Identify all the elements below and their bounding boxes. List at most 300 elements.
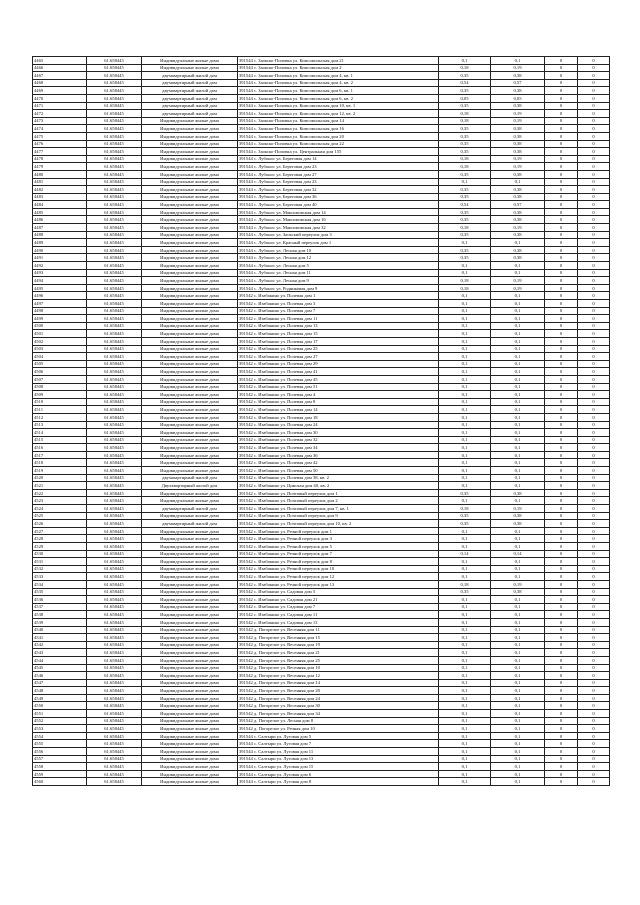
value-c-cell: 0	[545, 178, 578, 186]
building-type-cell: Индивидуальные жилые дома	[142, 634, 238, 642]
value-a-cell: 0,35	[439, 231, 491, 239]
table-row	[33, 535, 610, 543]
building-type-cell: Индивидуальные жилые дома	[142, 535, 238, 543]
value-c-cell: 0	[545, 444, 578, 452]
value-a-cell: 0,1	[439, 748, 491, 756]
value-a-cell: 0,1	[439, 406, 491, 414]
value-a-cell: 0,1	[439, 482, 491, 490]
value-d-cell: 0	[578, 239, 610, 247]
row-number-cell: 4558	[33, 763, 87, 771]
value-c-cell: 0	[545, 269, 578, 277]
value-a-cell: 0,1	[439, 573, 491, 581]
value-c-cell: 0	[545, 284, 578, 292]
value-a-cell: 0,35	[439, 520, 491, 528]
row-number-cell: 4520	[33, 474, 87, 482]
code-cell: 61.658445	[87, 603, 142, 611]
value-a-cell: 0,1	[439, 725, 491, 733]
value-b-cell: 0,1	[491, 717, 545, 725]
value-c-cell: 0	[545, 224, 578, 232]
table-row	[33, 208, 610, 216]
code-cell: 61.658445	[87, 239, 142, 247]
value-b-cell: 0,38	[491, 254, 545, 262]
address-cell: 391542 с. Изабакино ул. Садовая дом 13	[238, 618, 439, 626]
value-b-cell: 0,57	[491, 79, 545, 87]
table-row	[33, 277, 610, 285]
table-row	[33, 558, 610, 566]
row-number-cell: 4510	[33, 398, 87, 406]
value-b-cell: 0,19	[491, 580, 545, 588]
value-c-cell: 0	[545, 558, 578, 566]
address-cell: 391542 с. Изабакино ул. Полевая дом 30	[238, 429, 439, 437]
row-number-cell: 4497	[33, 300, 87, 308]
value-a-cell: 0,14	[439, 550, 491, 558]
value-b-cell: 0,1	[491, 178, 545, 186]
address-cell: 391544 с. Салтыри ул. Луговая дом 11	[238, 748, 439, 756]
value-a-cell: 0,1	[439, 444, 491, 452]
table-row	[33, 94, 610, 102]
value-a-cell: 0,1	[439, 398, 491, 406]
value-d-cell: 0	[578, 641, 610, 649]
value-d-cell: 0	[578, 186, 610, 194]
value-d-cell: 0	[578, 383, 610, 391]
building-type-cell: Индивидуальные жилые дома	[142, 330, 238, 338]
value-b-cell: 0,05	[491, 94, 545, 102]
value-b-cell: 0,1	[491, 573, 545, 581]
value-d-cell: 0	[578, 763, 610, 771]
value-c-cell: 0	[545, 208, 578, 216]
value-a-cell: 0,1	[439, 558, 491, 566]
value-c-cell: 0	[545, 535, 578, 543]
row-number-cell: 4539	[33, 618, 87, 626]
address-cell: 391542 с. Изабакино ул. Полевая дом 51	[238, 383, 439, 391]
row-number-cell: 4555	[33, 740, 87, 748]
building-type-cell: Индивидуальные жилые дома	[142, 383, 238, 391]
table-row	[33, 436, 610, 444]
value-c-cell: 0	[545, 459, 578, 467]
table-row	[33, 543, 610, 551]
value-b-cell: 0,1	[491, 436, 545, 444]
value-a-cell: 0,18	[439, 155, 491, 163]
address-cell: 391542 д. Погорелое ул. Весенняя дом 25	[238, 656, 439, 664]
value-d-cell: 0	[578, 79, 610, 87]
value-b-cell: 0,1	[491, 763, 545, 771]
building-type-cell: Индивидуальные жилые дома	[142, 398, 238, 406]
building-type-cell: Двухквартирный жилой дом	[142, 482, 238, 490]
address-cell: 391544 с. Лубонос ул. Максимовская дом 16	[238, 216, 439, 224]
table-row	[33, 262, 610, 270]
value-c-cell: 0	[545, 246, 578, 254]
value-a-cell: 0,18	[439, 110, 491, 118]
value-c-cell: 0	[545, 550, 578, 558]
value-c-cell: 0	[545, 277, 578, 285]
code-cell: 61.658445	[87, 672, 142, 680]
row-number-cell: 4540	[33, 626, 87, 634]
table-row	[33, 102, 610, 110]
table-row	[33, 87, 610, 95]
value-d-cell: 0	[578, 444, 610, 452]
code-cell: 61.658445	[87, 482, 142, 490]
value-d-cell: 0	[578, 474, 610, 482]
value-c-cell: 0	[545, 163, 578, 171]
row-number-cell: 4499	[33, 315, 87, 323]
value-c-cell: 0	[545, 307, 578, 315]
building-type-cell: Индивидуальные жилые дома	[142, 345, 238, 353]
value-c-cell: 0	[545, 740, 578, 748]
value-c-cell: 0	[545, 79, 578, 87]
value-a-cell: 0,35	[439, 132, 491, 140]
building-type-cell: двухквартирный жилой дом	[142, 474, 238, 482]
building-type-cell: Индивидуальные жилые дома	[142, 322, 238, 330]
code-cell: 61.658445	[87, 436, 142, 444]
value-d-cell: 0	[578, 413, 610, 421]
value-c-cell: 0	[545, 375, 578, 383]
value-b-cell: 0,1	[491, 535, 545, 543]
row-number-cell: 4549	[33, 694, 87, 702]
address-cell: 391542 д. Погорелое ул. Весенняя дом 34	[238, 710, 439, 718]
address-cell: 391544 с. Салтыри ул. Луговая дом 8	[238, 778, 439, 786]
value-d-cell: 0	[578, 489, 610, 497]
address-cell: 391542 с. Изабакино ул. Речной переулок дом 8	[238, 558, 439, 566]
value-d-cell: 0	[578, 201, 610, 209]
table-row	[33, 193, 610, 201]
row-number-cell: 4495	[33, 284, 87, 292]
address-cell: 391544 с. Заокско-Поповка ул. Комсомольская дом 4, кв. 2	[238, 79, 439, 87]
value-b-cell: 0,1	[491, 679, 545, 687]
value-a-cell: 0,1	[439, 694, 491, 702]
building-type-cell: Индивидуальные жилые дома	[142, 436, 238, 444]
row-number-cell: 4504	[33, 353, 87, 361]
value-b-cell: 0,38	[491, 87, 545, 95]
value-c-cell: 0	[545, 436, 578, 444]
value-b-cell: 0,1	[491, 239, 545, 247]
address-cell: 391542 д. Погорелое ул. Весенняя дом 12	[238, 672, 439, 680]
table-row	[33, 155, 610, 163]
code-cell: 61.658445	[87, 368, 142, 376]
value-c-cell: 0	[545, 216, 578, 224]
table-row	[33, 444, 610, 452]
address-cell: 391542 с. Изабакино ул. Полевая дом 32	[238, 436, 439, 444]
value-a-cell: 0,1	[439, 375, 491, 383]
address-cell: 391544 с. Лубонос ул. Родниковая дом 9	[238, 284, 439, 292]
code-cell: 61.658445	[87, 224, 142, 232]
code-cell: 61.658445	[87, 656, 142, 664]
value-d-cell: 0	[578, 748, 610, 756]
table-row	[33, 284, 610, 292]
value-c-cell: 0	[545, 345, 578, 353]
value-d-cell: 0	[578, 505, 610, 513]
value-a-cell: 0,35	[439, 246, 491, 254]
row-number-cell: 4493	[33, 269, 87, 277]
value-d-cell: 0	[578, 679, 610, 687]
address-cell: 391544 с. Заокско-Поповка ул. Комсомольская дом 6, кв. 1	[238, 87, 439, 95]
table-row	[33, 216, 610, 224]
table-row	[33, 368, 610, 376]
value-a-cell: 0,18	[439, 64, 491, 72]
building-type-cell: Индивидуальные жилые дома	[142, 277, 238, 285]
value-d-cell: 0	[578, 649, 610, 657]
row-number-cell: 4475	[33, 132, 87, 140]
value-c-cell: 0	[545, 110, 578, 118]
row-number-cell: 4470	[33, 94, 87, 102]
value-a-cell: 0,1	[439, 740, 491, 748]
value-a-cell: 0,05	[439, 94, 491, 102]
code-cell: 61.658445	[87, 565, 142, 573]
value-c-cell: 0	[545, 315, 578, 323]
address-cell: 391544 с. Заокско-Поповка ул. Комсомольская дом 12, кв. 2	[238, 110, 439, 118]
code-cell: 61.658445	[87, 216, 142, 224]
value-b-cell: 0,1	[491, 368, 545, 376]
code-cell: 61.658445	[87, 110, 142, 118]
building-type-cell: Индивидуальные жилые дома	[142, 170, 238, 178]
code-cell: 61.658445	[87, 717, 142, 725]
row-number-cell: 4508	[33, 383, 87, 391]
table-row	[33, 57, 610, 65]
row-number-cell: 4527	[33, 527, 87, 535]
address-cell: 391542 с. Изабакино ул. Речной переулок дом 7	[238, 550, 439, 558]
code-cell: 61.658445	[87, 527, 142, 535]
table-row	[33, 527, 610, 535]
code-cell: 61.658445	[87, 254, 142, 262]
code-cell: 61.658445	[87, 558, 142, 566]
code-cell: 61.658445	[87, 679, 142, 687]
value-c-cell: 0	[545, 239, 578, 247]
row-number-cell: 4513	[33, 421, 87, 429]
row-number-cell: 4521	[33, 482, 87, 490]
row-number-cell: 4541	[33, 634, 87, 642]
value-a-cell: 0,1	[439, 239, 491, 247]
value-c-cell: 0	[545, 664, 578, 672]
value-b-cell: 0,19	[491, 505, 545, 513]
building-type-cell: Индивидуальные жилые дома	[142, 512, 238, 520]
value-a-cell: 0,1	[439, 656, 491, 664]
building-type-cell: Индивидуальные жилые дома	[142, 664, 238, 672]
row-number-cell: 4467	[33, 72, 87, 80]
row-number-cell: 4542	[33, 641, 87, 649]
building-type-cell: Индивидуальные жилые дома	[142, 262, 238, 270]
value-b-cell: 0,57	[491, 201, 545, 209]
row-number-cell: 4498	[33, 307, 87, 315]
value-b-cell: 0,38	[491, 208, 545, 216]
value-c-cell: 0	[545, 489, 578, 497]
building-type-cell: Индивидуальные жилые дома	[142, 148, 238, 156]
value-b-cell: 0,1	[491, 330, 545, 338]
address-cell: 391542 с. Изабакино ул. Полевая дом 25	[238, 345, 439, 353]
code-cell: 61.658445	[87, 186, 142, 194]
code-cell: 61.658445	[87, 193, 142, 201]
code-cell: 61.658445	[87, 573, 142, 581]
value-b-cell: 0,1	[491, 656, 545, 664]
building-type-cell: Индивидуальные жилые дома	[142, 732, 238, 740]
value-d-cell: 0	[578, 482, 610, 490]
row-number-cell: 4491	[33, 254, 87, 262]
building-type-cell: Индивидуальные жилые дома	[142, 702, 238, 710]
row-number-cell: 4529	[33, 543, 87, 551]
address-cell: 391542 с. Изабакино ул. Почтовый переулок дом 2	[238, 497, 439, 505]
address-cell: 391542 с. Изабакино ул. Полевая дом 34	[238, 444, 439, 452]
row-number-cell: 4531	[33, 558, 87, 566]
code-cell: 61.658445	[87, 300, 142, 308]
table-row	[33, 770, 610, 778]
row-number-cell: 4536	[33, 596, 87, 604]
code-cell: 61.658445	[87, 611, 142, 619]
value-b-cell: 0,1	[491, 353, 545, 361]
row-number-cell: 4554	[33, 732, 87, 740]
value-b-cell: 0,1	[491, 710, 545, 718]
value-c-cell: 0	[545, 672, 578, 680]
value-c-cell: 0	[545, 626, 578, 634]
table-row	[33, 186, 610, 194]
row-number-cell: 4553	[33, 725, 87, 733]
value-d-cell: 0	[578, 368, 610, 376]
table-row	[33, 413, 610, 421]
value-b-cell: 0,38	[491, 170, 545, 178]
code-cell: 61.658445	[87, 748, 142, 756]
value-d-cell: 0	[578, 375, 610, 383]
address-cell: 391542 с. Изабакино ул. Полевая дом 45	[238, 375, 439, 383]
table-row	[33, 383, 610, 391]
table-row	[33, 64, 610, 72]
table-row	[33, 618, 610, 626]
value-d-cell: 0	[578, 672, 610, 680]
value-d-cell: 0	[578, 277, 610, 285]
table-row	[33, 307, 610, 315]
value-d-cell: 0	[578, 322, 610, 330]
value-a-cell: 0,1	[439, 383, 491, 391]
address-cell: 391542 с. Изабакино ул. Полевая дом 29	[238, 360, 439, 368]
value-c-cell: 0	[545, 565, 578, 573]
value-c-cell: 0	[545, 117, 578, 125]
address-cell: 391544 с. Заокско-Поповка ул. Комсомольская дом 2	[238, 64, 439, 72]
address-cell: 391544 с. Лубонос ул. Лесная дом 9	[238, 277, 439, 285]
value-b-cell: 0,1	[491, 770, 545, 778]
table-row	[33, 459, 610, 467]
value-b-cell: 0,1	[491, 664, 545, 672]
value-b-cell: 0,1	[491, 459, 545, 467]
value-b-cell: 0,1	[491, 618, 545, 626]
value-c-cell: 0	[545, 717, 578, 725]
code-cell: 61.658445	[87, 178, 142, 186]
value-b-cell: 0,1	[491, 345, 545, 353]
address-cell: 391544 с. Лубонос ул. Максимовская дом 14	[238, 208, 439, 216]
building-type-cell: двухквартирный жилой дом	[142, 87, 238, 95]
address-cell: 391544 с. Заокско-Поповка ул. Комсомольская дом 6, кв. 2	[238, 94, 439, 102]
value-d-cell: 0	[578, 360, 610, 368]
table-row	[33, 117, 610, 125]
row-number-cell: 4472	[33, 110, 87, 118]
row-number-cell: 4556	[33, 748, 87, 756]
code-cell: 61.658445	[87, 634, 142, 642]
value-d-cell: 0	[578, 527, 610, 535]
value-a-cell: 0,35	[439, 125, 491, 133]
value-d-cell: 0	[578, 535, 610, 543]
value-d-cell: 0	[578, 596, 610, 604]
value-d-cell: 0	[578, 550, 610, 558]
value-d-cell: 0	[578, 618, 610, 626]
code-cell: 61.658445	[87, 292, 142, 300]
address-cell: 391542 с. Изабакино ул. Полевая дом 24	[238, 421, 439, 429]
value-a-cell: 0,1	[439, 702, 491, 710]
value-c-cell: 0	[545, 482, 578, 490]
address-cell: 391544 с. Заокско-Поповка ул. Центральная дом 155	[238, 148, 439, 156]
code-cell: 61.658445	[87, 269, 142, 277]
address-cell: 391542 с. Изабакино ул. Полевая дом 15	[238, 330, 439, 338]
row-number-cell: 4519	[33, 467, 87, 475]
value-a-cell: 0,1	[439, 770, 491, 778]
value-d-cell: 0	[578, 611, 610, 619]
value-a-cell: 0,1	[439, 262, 491, 270]
address-cell: 391542 с. Изабакино ул. Речной переулок дом 1	[238, 527, 439, 535]
code-cell: 61.658445	[87, 391, 142, 399]
value-c-cell: 0	[545, 193, 578, 201]
value-a-cell: 0,35	[439, 72, 491, 80]
table-row	[33, 140, 610, 148]
table-row	[33, 679, 610, 687]
value-b-cell: 0,1	[491, 474, 545, 482]
value-c-cell: 0	[545, 710, 578, 718]
row-number-cell: 4486	[33, 216, 87, 224]
value-c-cell: 0	[545, 64, 578, 72]
value-c-cell: 0	[545, 413, 578, 421]
table-row	[33, 345, 610, 353]
value-d-cell: 0	[578, 436, 610, 444]
value-b-cell: 0,1	[491, 375, 545, 383]
value-b-cell: 0,1	[491, 467, 545, 475]
table-row	[33, 246, 610, 254]
value-d-cell: 0	[578, 216, 610, 224]
table-row	[33, 315, 610, 323]
code-cell: 61.658445	[87, 588, 142, 596]
table-row	[33, 520, 610, 528]
table-row	[33, 656, 610, 664]
code-cell: 61.658445	[87, 337, 142, 345]
value-a-cell: 0,1	[439, 618, 491, 626]
code-cell: 61.658445	[87, 262, 142, 270]
value-c-cell: 0	[545, 353, 578, 361]
row-number-cell: 4538	[33, 611, 87, 619]
value-d-cell: 0	[578, 64, 610, 72]
code-cell: 61.658445	[87, 307, 142, 315]
table-row	[33, 611, 610, 619]
value-b-cell: 0,38	[491, 125, 545, 133]
value-d-cell: 0	[578, 717, 610, 725]
address-cell: 391542 с. Изабакино ул. Полевая дом 4	[238, 391, 439, 399]
table-row	[33, 300, 610, 308]
value-a-cell: 0,35	[439, 148, 491, 156]
address-cell: 391544 с. Салтыри ул. Луговая дом 6	[238, 770, 439, 778]
row-number-cell: 4522	[33, 489, 87, 497]
row-number-cell: 4501	[33, 330, 87, 338]
value-d-cell: 0	[578, 117, 610, 125]
building-type-cell: Индивидуальные жилые дома	[142, 269, 238, 277]
code-cell: 61.658445	[87, 429, 142, 437]
code-cell: 61.658445	[87, 277, 142, 285]
value-c-cell: 0	[545, 656, 578, 664]
value-b-cell: 0,1	[491, 292, 545, 300]
row-number-cell: 4518	[33, 459, 87, 467]
value-d-cell: 0	[578, 565, 610, 573]
row-number-cell: 4487	[33, 224, 87, 232]
building-type-cell: Индивидуальные жилые дома	[142, 565, 238, 573]
address-cell: 391544 с. Салтыри ул. Луговая дом 15	[238, 763, 439, 771]
table-row	[33, 170, 610, 178]
value-b-cell: 0,1	[491, 565, 545, 573]
value-c-cell: 0	[545, 87, 578, 95]
address-cell: 391542 с. Изабакино ул. Полевая дом 8	[238, 398, 439, 406]
building-type-cell: Индивидуальные жилые дома	[142, 57, 238, 65]
building-type-cell: двухквартирный жилой дом	[142, 520, 238, 528]
value-c-cell: 0	[545, 748, 578, 756]
value-b-cell: 0,38	[491, 186, 545, 194]
